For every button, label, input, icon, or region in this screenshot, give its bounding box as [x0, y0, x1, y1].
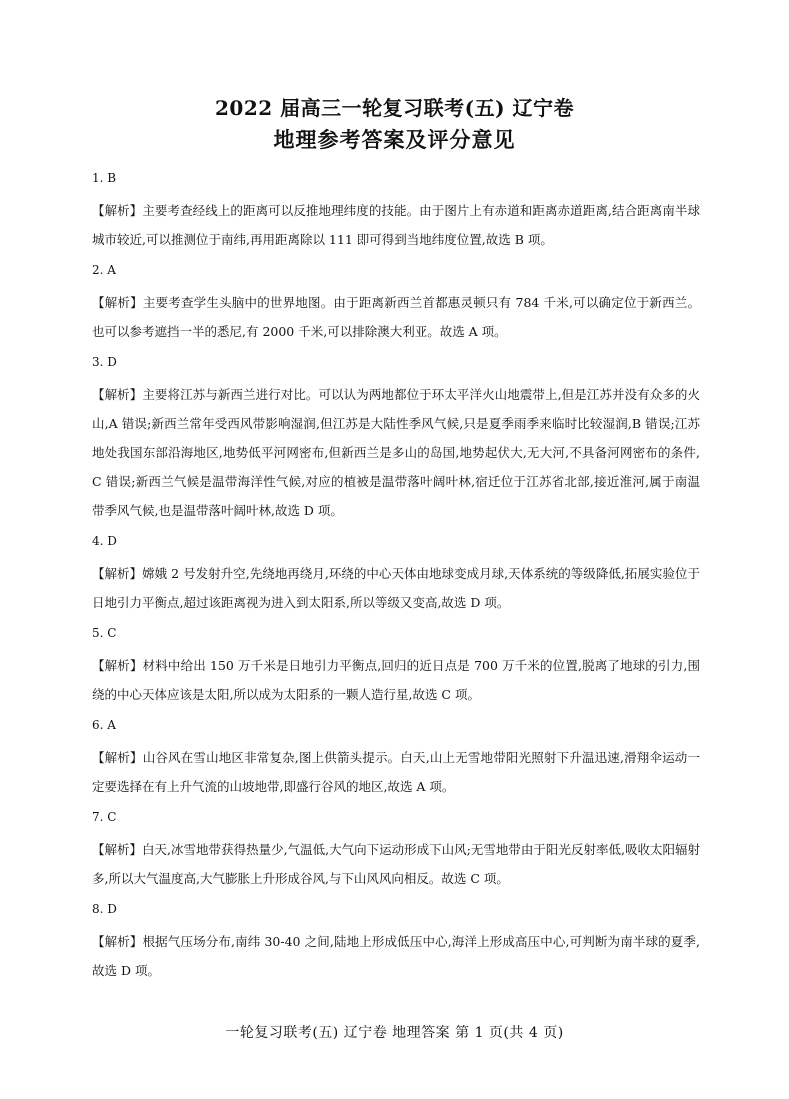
answer-explanation: 【解析】嫦娥 2 号发射升空,先绕地再绕月,环绕的中心天体由地球变成月球,天体系统的等级降低,拓展实验位于日地引力平衡点,超过该距离视为进入到太阳系,所以等级又变高,故选 D 项。	[92, 566, 700, 610]
answer-number: 6. A	[92, 718, 116, 732]
answer-item-4	[92, 531, 700, 617]
answer-item-6	[92, 715, 700, 801]
document-subtitle: 地理参考答案及评分意见	[273, 127, 516, 152]
answer-explanation: 【解析】根据气压场分布,南纬 30-40 之间,陆地上形成低压中心,海洋上形成高压中心,可判断为南半球的夏季,故选 D 项。	[92, 934, 700, 978]
answer-item-3	[92, 352, 700, 525]
answer-item-5	[92, 623, 700, 709]
answer-item-8	[92, 899, 700, 985]
answer-explanation: 【解析】主要考查学生头脑中的世界地图。由于距离新西兰首都惠灵顿只有 784 千米,可以确定位于新西兰。也可以参考遮挡一半的悉尼,有 2000 千米,可以排除澳大利亚。故选 A 项。	[92, 295, 700, 339]
answer-number: 3. D	[92, 355, 117, 369]
answer-item-1	[92, 168, 700, 254]
answer-explanation: 【解析】山谷风在雪山地区非常复杂,图上供箭头提示。白天,山上无雪地带阳光照射下升温迅速,滑翔伞运动一定要选择在有上升气流的山坡地带,即盛行谷风的地区,故选 A 项。	[92, 750, 700, 794]
answer-number: 5. C	[92, 626, 117, 640]
answer-number: 8. D	[92, 902, 117, 916]
answer-explanation: 【解析】主要将江苏与新西兰进行对比。可以认为两地都位于环太平洋火山地震带上,但是江苏并没有众多的火山,A 错误;新西兰常年受西风带影响湿润,但江苏是大陆性季风气候,只是夏季雨季来临时比较湿润,B 错误;江苏地处我国东部沿海地区,地势低平河网密布,但新西兰是多山的岛国,地势起伏大,无大河,不具备河网密布的条件,C 错误;新西兰气候是温带海洋性气候,对应的植被是温带落叶阔叶林,宿迁位于江苏省北部,接近淮河,属于南温带季风气候,也是温带落叶阔叶林,故选 D 项。	[92, 387, 700, 518]
document-title: 2022 届高三一轮复习联考(五) 辽宁卷	[214, 96, 574, 120]
answer-number: 2. A	[92, 263, 116, 277]
answer-explanation: 【解析】主要考查经线上的距离可以反推地理纬度的技能。由于图片上有赤道和距离赤道距离,结合距离南半球城市较近,可以推测位于南纬,再用距离除以 111 即可得到当地纬度位置,故选 B 项。	[92, 203, 700, 247]
answer-explanation: 【解析】材料中给出 150 万千米是日地引力平衡点,回归的近日点是 700 万千米的位置,脱离了地球的引力,围绕的中心天体应该是太阳,所以成为太阳系的一颗人造行星,故选 C 项。	[92, 658, 700, 702]
answer-item-2	[92, 260, 700, 346]
answer-number: 1. B	[92, 171, 117, 185]
answers-list	[92, 168, 700, 991]
page-footer: 一轮复习联考(五) 辽宁卷 地理答案 第 1 页(共 4 页)	[225, 1025, 564, 1041]
answer-number: 4. D	[92, 534, 117, 548]
answer-explanation: 【解析】白天,冰雪地带获得热量少,气温低,大气向下运动形成下山风;无雪地带由于阳光反射率低,吸收太阳辐射多,所以大气温度高,大气膨胀上升形成谷风,与下山风风向相反。故选 C 项。	[92, 842, 700, 886]
answer-number: 7. C	[92, 810, 117, 824]
answer-item-7	[92, 807, 700, 893]
